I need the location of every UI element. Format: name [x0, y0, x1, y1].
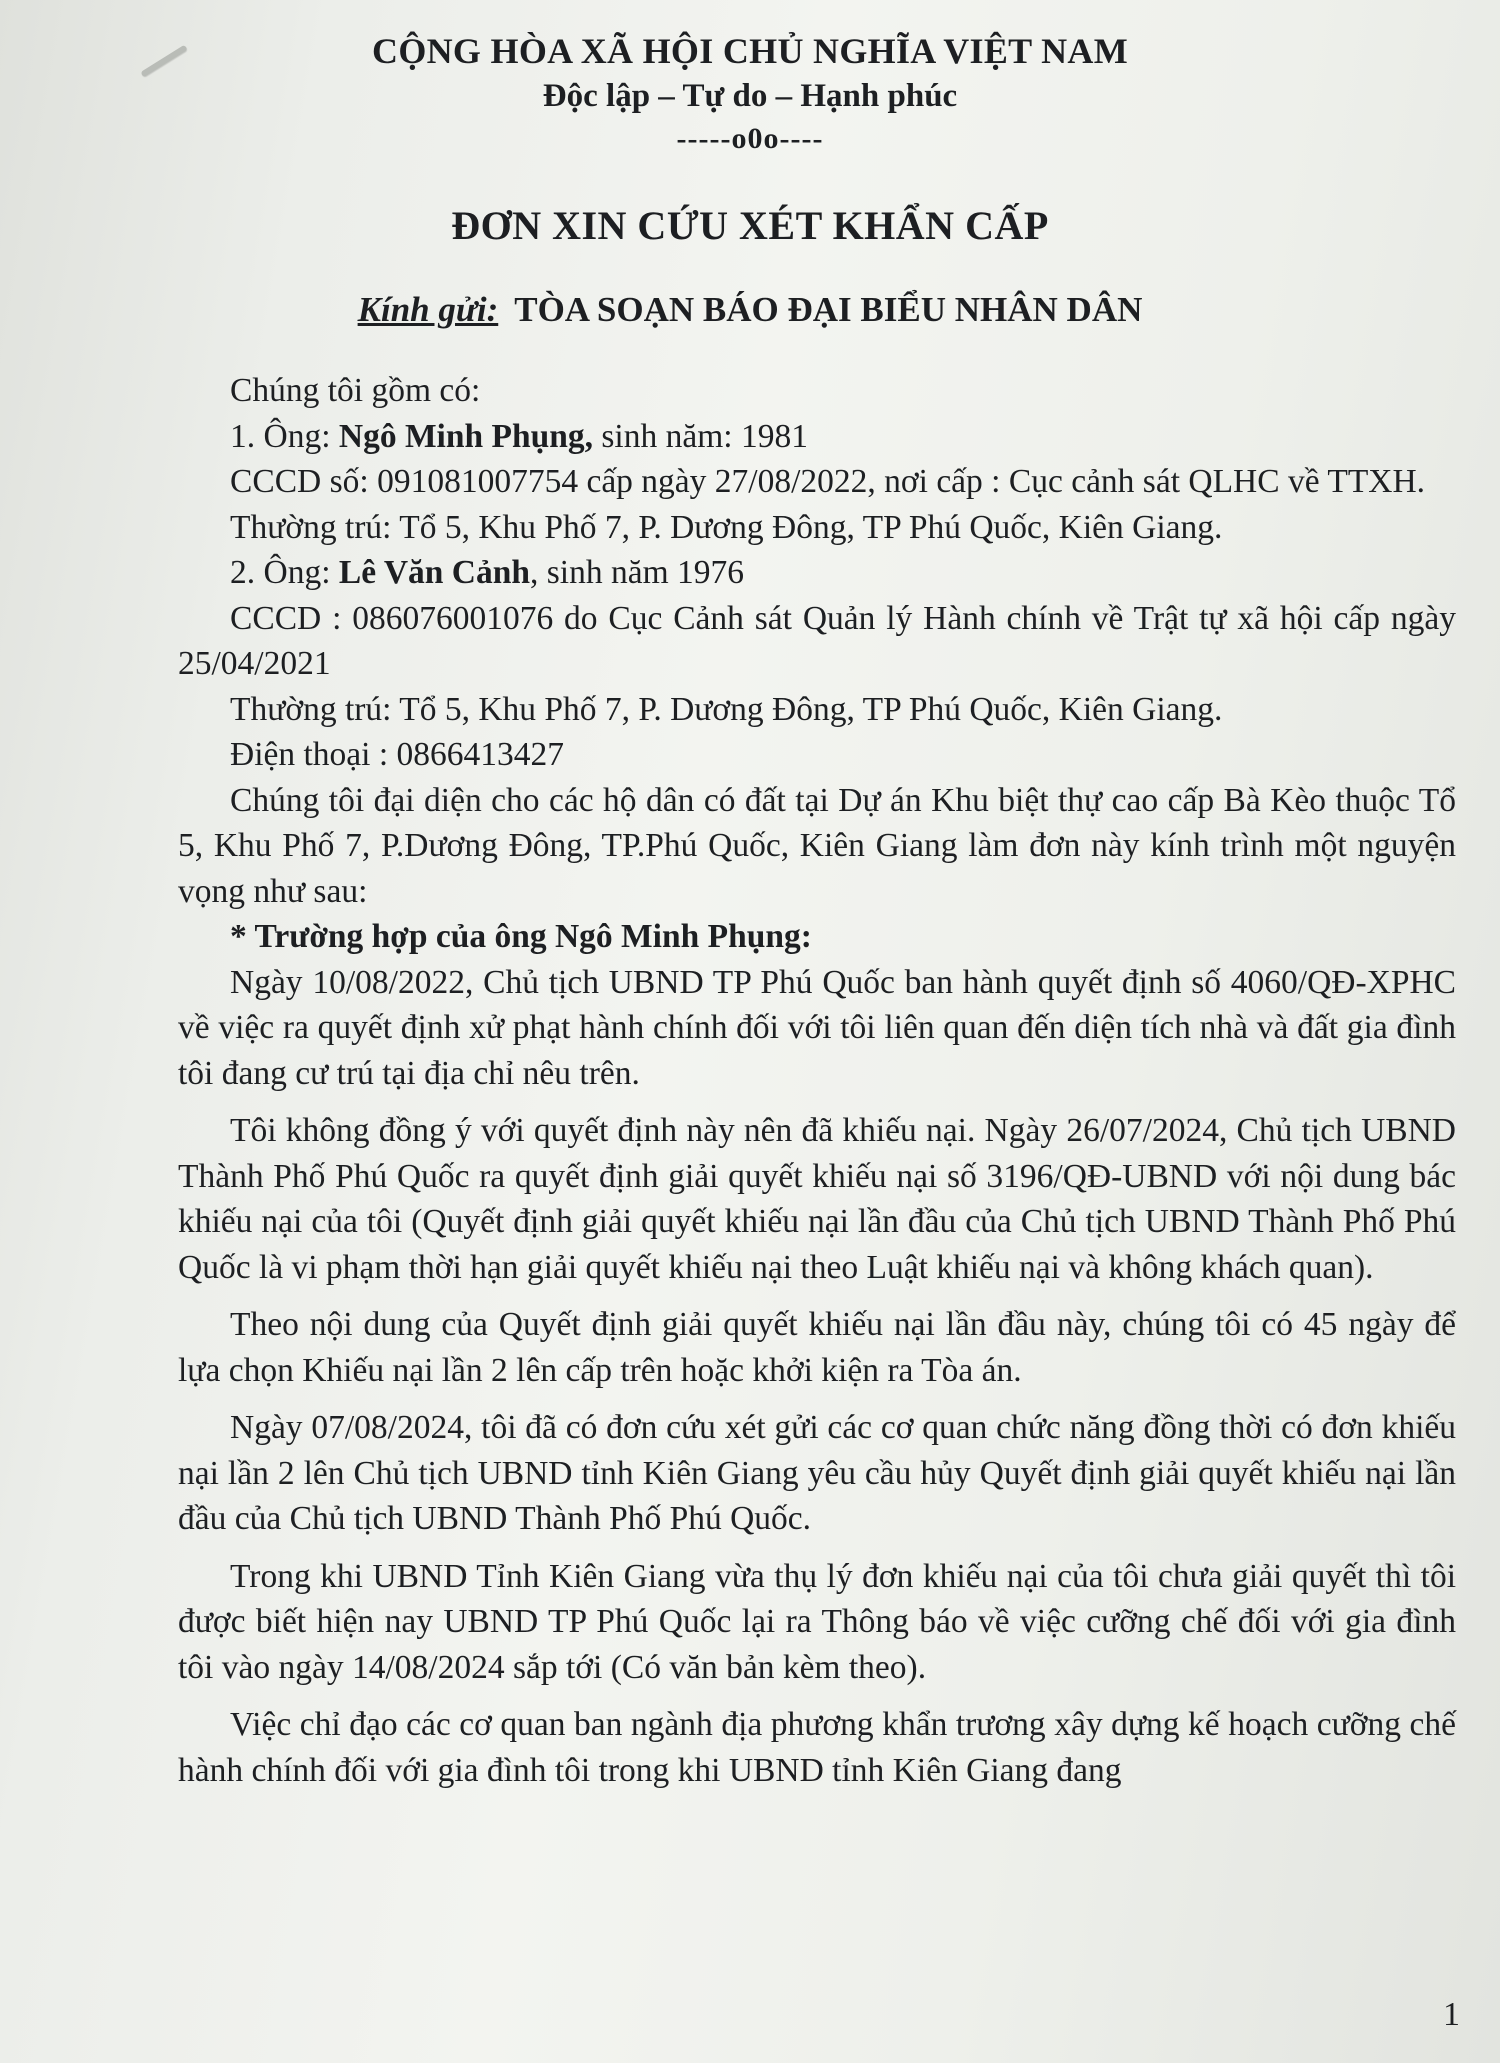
- person1-birth: sinh năm: 1981: [593, 417, 808, 455]
- header-divider: -----o0o----: [676, 122, 824, 155]
- person2-phone: Điện thoại : 0866413427: [230, 736, 565, 773]
- person2-address: Thường trú: Tổ 5, Khu Phố 7, P. Dương Đông, TP Phú Quốc, Kiên Giang.: [230, 690, 1223, 728]
- paragraph-1: Ngày 10/08/2022, Chủ tịch UBND TP Phú Quốc ban hành quyết định số 4060/QĐ-XPHC về việc ra quyết định xử phạt hành chính đối với tôi liên quan đến diện tích nhà và đất gia đình tôi đang cư trú tại địa chỉ nêu trên.: [178, 963, 1456, 1092]
- representation-paragraph: Chúng tôi đại diện cho các hộ dân có đất tại Dự án Khu biệt thự cao cấp Bà Kèo thuộc Tổ 5, Khu Phố 7, P.Dương Đông, TP.Phú Quốc, Kiên Giang làm đơn này kính trình một nguyện vọng như sau:: [178, 781, 1456, 910]
- recipient-name: TÒA SOẠN BÁO ĐẠI BIỂU NHÂN DÂN: [514, 290, 1143, 329]
- paragraph-5: Trong khi UBND Tỉnh Kiên Giang vừa thụ lý đơn khiếu nại của tôi chưa giải quyết thì tôi được biết hiện nay UBND TP Phú Quốc lại ra Thông báo về việc cưỡng chế đối với gia đình tôi vào ngày 14/08/2024 sắp tới (Có văn bản kèm theo).: [178, 1557, 1456, 1686]
- document-title: ĐƠN XIN CỨU XÉT KHẨN CẤP: [451, 203, 1049, 248]
- page-number: 1: [1443, 1996, 1460, 2033]
- person1-name: Ngô Minh Phụng,: [338, 417, 593, 455]
- national-title: CỘNG HÒA XÃ HỘI CHỦ NGHĨA VIỆT NAM: [372, 31, 1128, 71]
- person2-prefix: 2. Ông:: [230, 554, 339, 591]
- paragraph-6: Việc chỉ đạo các cơ quan ban ngành địa phương khẩn trương xây dựng kế hoạch cưỡng chế hành chính đối với gia đình tôi trong khi UBND tỉnh Kiên Giang đang: [178, 1706, 1456, 1789]
- person2-id: CCCD : 086076001076 do Cục Cảnh sát Quản lý Hành chính về Trật tự xã hội cấp ngày 25/04/2021: [178, 599, 1456, 682]
- paragraph-2: Tôi không đồng ý với quyết định này nên đã khiếu nại. Ngày 26/07/2024, Chủ tịch UBND Thành Phố Phú Quốc ra quyết định giải quyết khiếu nại số 3196/QĐ-UBND với nội dung bác khiếu nại của tôi (Quyết định giải quyết khiếu nại lần đầu của Chủ tịch UBND Thành Phố Phú Quốc là vi phạm thời hạn giải quyết khiếu nại theo Luật khiếu nại và không khách quan).: [178, 1112, 1456, 1286]
- recipient-line: [0, 290, 1500, 330]
- person1-prefix: 1. Ông:: [230, 417, 339, 455]
- paragraph-3: Theo nội dung của Quyết định giải quyết khiếu nại lần đầu này, chúng tôi có 45 ngày để lựa chọn Khiếu nại lần 2 lên cấp trên hoặc khởi kiện ra Tòa án.: [178, 1306, 1456, 1389]
- person1-line: [178, 414, 1456, 460]
- document-body: [178, 368, 1456, 1793]
- person2-name: Lê Văn Cảnh: [338, 554, 531, 591]
- intro-line: Chúng tôi gồm có:: [230, 372, 481, 409]
- paragraph-4: Ngày 07/08/2024, tôi đã có đơn cứu xét gửi các cơ quan chức năng đồng thời có đơn khiếu nại lần 2 lên Chủ tịch UBND tỉnh Kiên Giang yêu cầu hủy Quyết định giải quyết khiếu nại lần đầu của Chủ tịch UBND Thành Phố Phú Quốc.: [178, 1409, 1456, 1537]
- person2-birth: , sinh năm 1976: [530, 554, 745, 591]
- recipient-label: Kính gửi:: [357, 290, 499, 329]
- national-motto: Độc lập – Tự do – Hạnh phúc: [542, 78, 958, 114]
- person1-address: Thường trú: Tổ 5, Khu Phố 7, P. Dương Đông, TP Phú Quốc, Kiên Giang.: [230, 508, 1223, 546]
- person1-id: CCCD số: 091081007754 cấp ngày 27/08/2022, nơi cấp : Cục cảnh sát QLHC về TTXH.: [230, 463, 1426, 500]
- person2-line: [178, 550, 1456, 596]
- case-heading: * Trường hợp của ông Ngô Minh Phụng:: [230, 918, 812, 955]
